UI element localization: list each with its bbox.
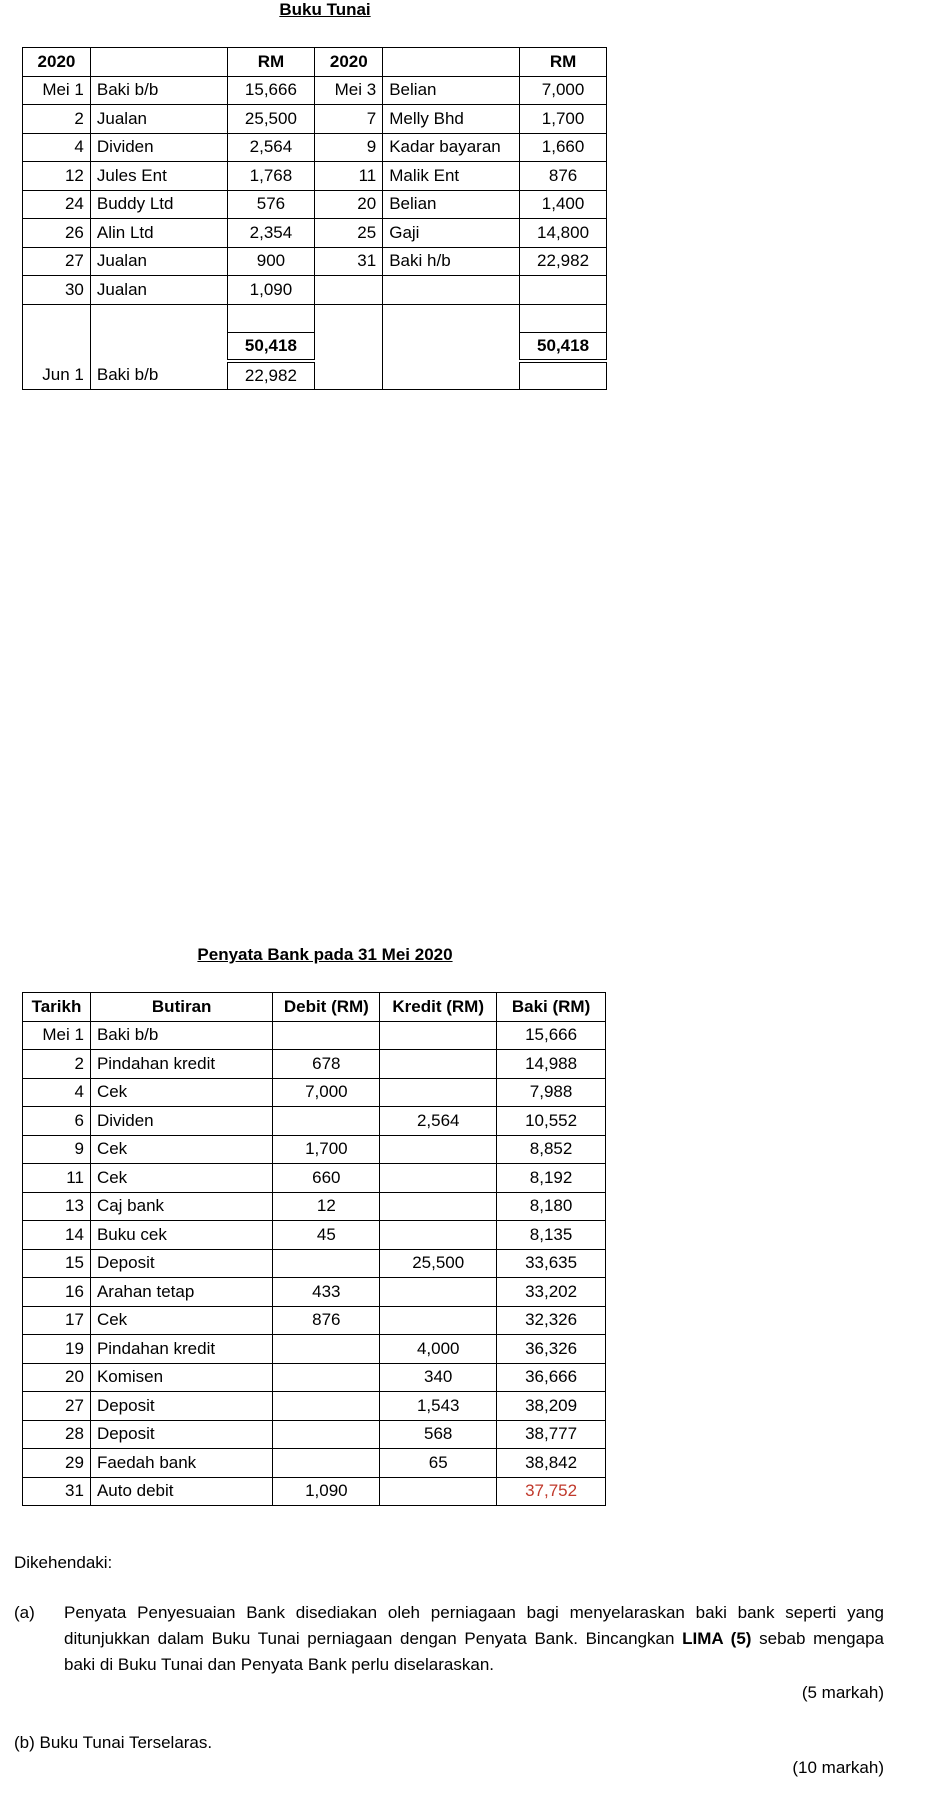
bank-statement-balance: 38,842 <box>497 1449 606 1478</box>
bank-statement-item: Deposit <box>90 1392 272 1421</box>
bank-statement-row <box>23 1107 606 1136</box>
bank-statement-balance: 32,326 <box>497 1306 606 1335</box>
bank-statement-debit: 1,700 <box>273 1135 380 1164</box>
cash-book-item-right: Malik Ent <box>383 162 520 191</box>
bank-statement-row <box>23 1221 606 1250</box>
closing-item: Baki b/b <box>90 361 227 390</box>
bank-statement-credit: 1,543 <box>380 1392 497 1421</box>
bank-statement-title: Penyata Bank pada 31 Mei 2020 <box>197 945 453 964</box>
bank-statement-debit <box>273 1363 380 1392</box>
question-a-marks: (5 markah) <box>801 1683 884 1702</box>
bank-statement-date: 14 <box>23 1221 91 1250</box>
cash-book-item-right: Melly Bhd <box>383 105 520 134</box>
bank-statement-debit <box>273 1392 380 1421</box>
cash-book-date-right: 11 <box>315 162 383 191</box>
bank-statement-credit <box>380 1164 497 1193</box>
cash-book-item-right <box>383 276 520 305</box>
cash-book-amount-right: 1,660 <box>520 133 607 162</box>
cash-book-item-left: Jualan <box>90 105 227 134</box>
cash-book-row <box>23 162 607 191</box>
cash-book-date-right: Mei 3 <box>315 76 383 105</box>
bank-statement-item: Deposit <box>90 1249 272 1278</box>
bank-statement-item: Caj bank <box>90 1192 272 1221</box>
bank-statement-date: 17 <box>23 1306 91 1335</box>
bank-statement-table <box>22 992 606 1506</box>
bank-statement-item: Cek <box>90 1135 272 1164</box>
header-blank-right <box>383 48 520 77</box>
closing-amount: 22,982 <box>227 361 315 390</box>
cash-book-amount-right: 876 <box>520 162 607 191</box>
bank-statement-balance: 8,192 <box>497 1164 606 1193</box>
cash-book-total-right: 50,418 <box>520 333 607 362</box>
cash-book-amount-right: 1,400 <box>520 190 607 219</box>
cash-book-item-right: Kadar bayaran <box>383 133 520 162</box>
cash-book-date-right: 20 <box>315 190 383 219</box>
bank-statement-date: 29 <box>23 1449 91 1478</box>
cash-book-row <box>23 219 607 248</box>
bank-statement-date: 19 <box>23 1335 91 1364</box>
cash-book-row <box>23 276 607 305</box>
bank-statement-row <box>23 1449 606 1478</box>
cash-book-item-left: Jules Ent <box>90 162 227 191</box>
cash-book-title: Buku Tunai <box>279 0 371 19</box>
header-year-right: 2020 <box>315 48 383 77</box>
cash-book-date-left: 27 <box>23 247 91 276</box>
bank-statement-header-row <box>23 993 606 1022</box>
cash-book-amount-left: 576 <box>227 190 315 219</box>
cash-book-date-left: 24 <box>23 190 91 219</box>
bank-statement-row <box>23 1477 606 1506</box>
cash-book-date-right: 25 <box>315 219 383 248</box>
bank-statement-credit <box>380 1221 497 1250</box>
cash-book-row <box>23 105 607 134</box>
cash-book-row <box>23 190 607 219</box>
bank-statement-credit <box>380 1306 497 1335</box>
cash-book-table <box>22 47 607 390</box>
question-b-marks: (10 markah) <box>792 1758 884 1777</box>
cash-book-date-left: 26 <box>23 219 91 248</box>
bank-statement-credit <box>380 1192 497 1221</box>
cash-book-amount-left: 15,666 <box>227 76 315 105</box>
bank-statement-row <box>23 1164 606 1193</box>
bank-statement-credit <box>380 1477 497 1506</box>
cash-book-closing-row <box>23 361 607 390</box>
cash-book-item-right: Gaji <box>383 219 520 248</box>
bank-statement-date: 20 <box>23 1363 91 1392</box>
bank-statement-item: Faedah bank <box>90 1449 272 1478</box>
question-a-text: Penyata Penyesuaian Bank disediakan oleh perniagaan bagi menyelaraskan baki bank seperti yang ditunjukkan dalam Buku Tunai perniagaan dengan Penyata Bank. Bincangkan LIMA (5) sebab mengapa baki di Buku Tunai dan Penyata Bank perlu diselaraskan. <box>64 1603 884 1674</box>
cash-book-amount-left: 25,500 <box>227 105 315 134</box>
question-a <box>14 1600 884 1678</box>
bank-statement-balance: 8,135 <box>497 1221 606 1250</box>
bank-statement-row <box>23 1135 606 1164</box>
bank-statement-debit: 45 <box>273 1221 380 1250</box>
bank-statement-item: Pindahan kredit <box>90 1335 272 1364</box>
bank-statement-date: 2 <box>23 1050 91 1079</box>
bank-statement-row <box>23 1078 606 1107</box>
bank-statement-row <box>23 1192 606 1221</box>
bank-statement-balance: 14,988 <box>497 1050 606 1079</box>
bank-statement-date: 4 <box>23 1078 91 1107</box>
cash-book-item-left: Jualan <box>90 247 227 276</box>
bank-statement-credit <box>380 1278 497 1307</box>
header-credit: Kredit (RM) <box>380 993 497 1022</box>
bank-statement-debit <box>273 1449 380 1478</box>
cash-book-item-right: Belian <box>383 76 520 105</box>
cash-book-amount-left: 1,090 <box>227 276 315 305</box>
bank-statement-item: Buku cek <box>90 1221 272 1250</box>
cash-book-amount-left: 2,354 <box>227 219 315 248</box>
bank-statement-balance: 36,666 <box>497 1363 606 1392</box>
cash-book-amount-left: 2,564 <box>227 133 315 162</box>
bank-statement-date: 13 <box>23 1192 91 1221</box>
cash-book-total-left: 50,418 <box>227 333 315 362</box>
bank-statement-credit: 25,500 <box>380 1249 497 1278</box>
question-b: (b) Buku Tunai Terselaras. <box>14 1733 213 1752</box>
bank-statement-row <box>23 1392 606 1421</box>
bank-statement-balance: 33,202 <box>497 1278 606 1307</box>
bank-statement-balance: 10,552 <box>497 1107 606 1136</box>
bank-statement-credit: 568 <box>380 1420 497 1449</box>
cash-book-row <box>23 76 607 105</box>
bank-statement-row <box>23 1278 606 1307</box>
bank-statement-date: 28 <box>23 1420 91 1449</box>
bank-statement-date: 16 <box>23 1278 91 1307</box>
bank-statement-item: Arahan tetap <box>90 1278 272 1307</box>
bank-statement-date: 27 <box>23 1392 91 1421</box>
bank-statement-credit <box>380 1078 497 1107</box>
cash-book-spacer-row <box>23 304 607 333</box>
cash-book-date-left: 4 <box>23 133 91 162</box>
cash-book-date-left: Mei 1 <box>23 76 91 105</box>
cash-book-amount-right: 14,800 <box>520 219 607 248</box>
bank-statement-item: Auto debit <box>90 1477 272 1506</box>
bank-statement-date: 11 <box>23 1164 91 1193</box>
bank-statement-item: Komisen <box>90 1363 272 1392</box>
bank-statement-balance: 8,852 <box>497 1135 606 1164</box>
bank-statement-row <box>23 1335 606 1364</box>
bank-statement-balance: 37,752 <box>497 1477 606 1506</box>
bank-statement-date: 15 <box>23 1249 91 1278</box>
header-rm-right: RM <box>520 48 607 77</box>
bank-statement-debit: 876 <box>273 1306 380 1335</box>
cash-book-date-left: 30 <box>23 276 91 305</box>
bank-statement-credit <box>380 1135 497 1164</box>
bank-statement-debit: 660 <box>273 1164 380 1193</box>
cash-book-item-left: Alin Ltd <box>90 219 227 248</box>
bank-statement-debit <box>273 1420 380 1449</box>
cash-book-item-left: Buddy Ltd <box>90 190 227 219</box>
cash-book-date-right: 31 <box>315 247 383 276</box>
bank-statement-item: Pindahan kredit <box>90 1050 272 1079</box>
bank-statement-date: 31 <box>23 1477 91 1506</box>
bank-statement-balance: 38,209 <box>497 1392 606 1421</box>
bank-statement-debit: 1,090 <box>273 1477 380 1506</box>
bank-statement-debit: 433 <box>273 1278 380 1307</box>
cash-book-date-right <box>315 276 383 305</box>
cash-book-date-left: 2 <box>23 105 91 134</box>
bank-statement-item: Cek <box>90 1306 272 1335</box>
bank-statement-item: Cek <box>90 1164 272 1193</box>
bank-statement-debit <box>273 1021 380 1050</box>
cash-book-item-left: Baki b/b <box>90 76 227 105</box>
cash-book-item-left: Dividen <box>90 133 227 162</box>
bank-statement-row <box>23 1249 606 1278</box>
bank-statement-item: Dividen <box>90 1107 272 1136</box>
cash-book-item-right: Baki h/b <box>383 247 520 276</box>
bank-statement-item: Cek <box>90 1078 272 1107</box>
header-debit: Debit (RM) <box>273 993 380 1022</box>
bank-statement-date: 6 <box>23 1107 91 1136</box>
questions-intro: Dikehendaki: <box>14 1553 113 1572</box>
bank-statement-credit: 4,000 <box>380 1335 497 1364</box>
question-a-label: (a) <box>14 1603 35 1622</box>
header-date: Tarikh <box>23 993 91 1022</box>
bank-statement-credit: 65 <box>380 1449 497 1478</box>
closing-date: Jun 1 <box>23 361 91 390</box>
bank-statement-balance: 15,666 <box>497 1021 606 1050</box>
bank-statement-row <box>23 1050 606 1079</box>
bank-statement-row <box>23 1363 606 1392</box>
bank-statement-debit <box>273 1335 380 1364</box>
cash-book-amount-right: 7,000 <box>520 76 607 105</box>
bank-statement-date: 9 <box>23 1135 91 1164</box>
bank-statement-balance: 8,180 <box>497 1192 606 1221</box>
cash-book-date-right: 9 <box>315 133 383 162</box>
header-item: Butiran <box>90 993 272 1022</box>
bank-statement-balance: 36,326 <box>497 1335 606 1364</box>
cash-book-amount-right: 22,982 <box>520 247 607 276</box>
cash-book-date-right: 7 <box>315 105 383 134</box>
header-blank-left <box>90 48 227 77</box>
cash-book-header-row <box>23 48 607 77</box>
bank-statement-debit <box>273 1107 380 1136</box>
bank-statement-date: Mei 1 <box>23 1021 91 1050</box>
header-year-left: 2020 <box>23 48 91 77</box>
cash-book-row <box>23 133 607 162</box>
cash-book-row <box>23 247 607 276</box>
bank-statement-credit <box>380 1021 497 1050</box>
bank-statement-balance: 38,777 <box>497 1420 606 1449</box>
cash-book-amount-left: 1,768 <box>227 162 315 191</box>
bank-statement-row <box>23 1306 606 1335</box>
bank-statement-credit <box>380 1050 497 1079</box>
cash-book-item-right: Belian <box>383 190 520 219</box>
cash-book-item-left: Jualan <box>90 276 227 305</box>
cash-book-amount-right <box>520 276 607 305</box>
bank-statement-row <box>23 1021 606 1050</box>
cash-book-amount-left: 900 <box>227 247 315 276</box>
cash-book-total-row <box>23 333 607 362</box>
bank-statement-credit: 340 <box>380 1363 497 1392</box>
bank-statement-debit <box>273 1249 380 1278</box>
bank-statement-item: Baki b/b <box>90 1021 272 1050</box>
bank-statement-debit: 678 <box>273 1050 380 1079</box>
header-rm-left: RM <box>227 48 315 77</box>
header-balance: Baki (RM) <box>497 993 606 1022</box>
bank-statement-credit: 2,564 <box>380 1107 497 1136</box>
bank-statement-debit: 12 <box>273 1192 380 1221</box>
cash-book-date-left: 12 <box>23 162 91 191</box>
bank-statement-row <box>23 1420 606 1449</box>
bank-statement-balance: 33,635 <box>497 1249 606 1278</box>
bank-statement-debit: 7,000 <box>273 1078 380 1107</box>
bank-statement-balance: 7,988 <box>497 1078 606 1107</box>
cash-book-amount-right: 1,700 <box>520 105 607 134</box>
bank-statement-item: Deposit <box>90 1420 272 1449</box>
